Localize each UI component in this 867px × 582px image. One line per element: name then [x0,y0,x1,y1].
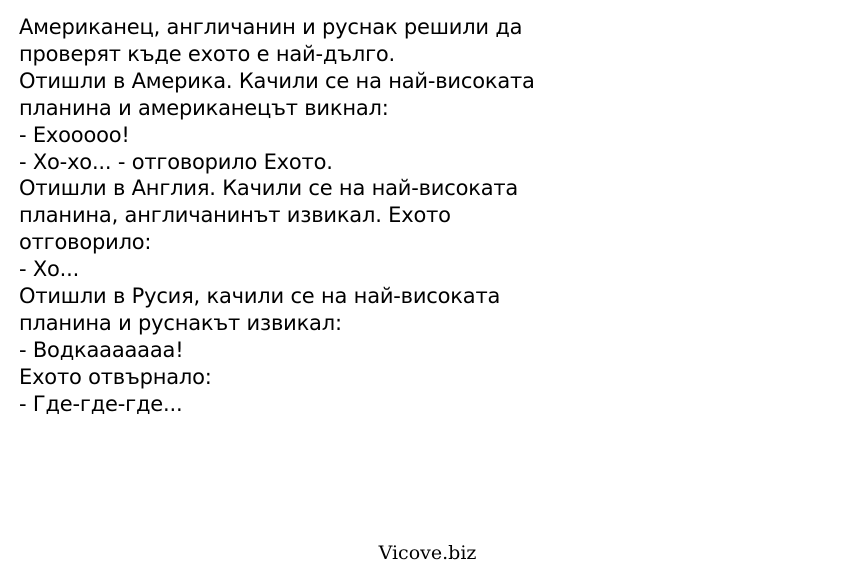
joke-line: Американец, англичанин и руснак решили да [19,15,523,39]
joke-line: Ехото отвърнало: [19,364,212,389]
joke-line: Отишли в Англия. Качили се на най-високата [19,176,519,201]
joke-text [19,14,839,418]
joke-line: планина, англичанинът извикал. Ехото [19,203,451,228]
joke-line: проверят къде ехото е най-дълго. [19,41,396,66]
joke-line: планина и американецът викнал: [19,95,389,120]
joke-line: - Хо... [19,257,80,282]
joke-line: Отишли в Русия, качили се на най-високата [19,284,501,309]
site-watermark: Vicove.biz [378,542,477,564]
joke-line: - Где-где-где... [19,391,183,416]
joke-line: - Ехооооо! [19,122,130,147]
joke-line: отговорило: [19,230,152,255]
joke-line: - Хо-хо... - отговорило Ехото. [19,149,333,174]
joke-line: Отишли в Америка. Качили се на най-високата [19,68,535,93]
joke-line: планина и руснакът извикал: [19,310,342,335]
joke-line: - Водкаааааaa! [19,337,184,362]
